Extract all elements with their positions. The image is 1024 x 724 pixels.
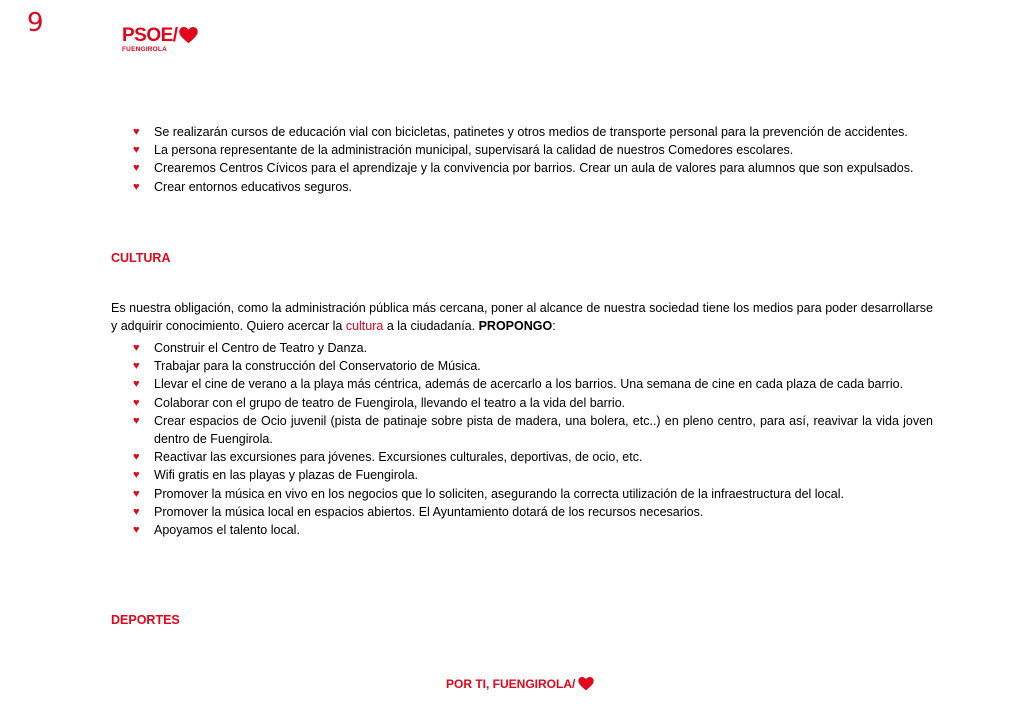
logo-subtitle: FUENGIROLA (122, 46, 167, 53)
list-item: ♥ Crear entornos educativos seguros. (133, 178, 933, 196)
list-item: ♥ Llevar el cine de verano a la playa más céntrica, además de acercarlo a los barrios. Una semana de cine en cada plaza de cada barrio. (133, 375, 933, 393)
heart-bullet-icon: ♥ (133, 360, 140, 373)
list-item: ♥ Apoyamos el talento local. (133, 521, 933, 539)
heart-icon (578, 677, 594, 691)
heart-bullet-icon: ♥ (133, 469, 140, 482)
heart-bullet-icon: ♥ (133, 505, 140, 518)
heart-bullet-icon: ♥ (133, 162, 140, 175)
logo-text: PSOE/ (122, 25, 178, 46)
heart-bullet-icon: ♥ (133, 126, 140, 138)
list-item: ♥ Promover la música en vivo en los negocios que lo soliciten, asegurando la correcta utilización de la infraestructura del local. (133, 485, 933, 503)
cultura-highlight: cultura (345, 318, 384, 333)
footer-slogan (446, 677, 594, 691)
list-item: ♥ Colaborar con el grupo de teatro de Fuengirola, llevando el teatro a la vida del barrio. (133, 394, 933, 412)
list-item: ♥ Se realizarán cursos de educación vial con bicicletas, patinetes y otros medios de transporte personal para la prevención de accidentes. (133, 123, 933, 141)
page-number: 9 (27, 8, 44, 38)
heart-bullet-icon: ♥ (133, 451, 140, 464)
heart-bullet-icon: ♥ (133, 180, 140, 193)
section-heading-cultura: CULTURA (111, 251, 171, 265)
cultura-intro: Es nuestra obligación, como la administración pública más cercana, poner al alcance de nuestra sociedad tiene los medios para poder desarrollarse y adquirir conocimiento. Quiero acercar la cultura a la ciudadanía. PROPONGO: (111, 300, 933, 333)
list-item: ♥ Trabajar para la construcción del Conservatorio de Música. (133, 357, 933, 375)
heart-bullet-icon: ♥ (133, 524, 140, 537)
education-list (133, 123, 933, 196)
heart-bullet-icon: ♥ (133, 144, 140, 157)
list-item: ♥ La persona representante de la administración municipal, supervisará la calidad de nuestros Comedores escolares. (133, 141, 933, 159)
list-item: ♥ Crearemos Centros Cívicos para el aprendizaje y la convivencia por barrios. Crear un aula de valores para alumnos que son expulsados. (133, 159, 933, 177)
list-item: ♥ Wifi gratis en las playas y plazas de Fuengirola. (133, 466, 933, 484)
heart-bullet-icon: ♥ (133, 342, 140, 354)
heart-icon (179, 27, 198, 44)
list-item: ♥ Construir el Centro de Teatro y Danza. (133, 339, 933, 357)
footer-text: POR TI, FUENGIROLA/ (446, 677, 576, 691)
heart-bullet-icon: ♥ (133, 487, 140, 500)
list-item: ♥ Promover la música local en espacios abiertos. El Ayuntamiento dotará de los recursos necesarios. (133, 503, 933, 521)
section-heading-deportes: DEPORTES (111, 613, 180, 627)
heart-bullet-icon: ♥ (133, 414, 140, 427)
list-item: ♥ Reactivar las excursiones para jóvenes. Excursiones culturales, deportivas, de ocio, etc. (133, 448, 933, 466)
heart-bullet-icon: ♥ (133, 396, 140, 409)
heart-bullet-icon: ♥ (133, 378, 140, 391)
propongo-label: PROPONGO (478, 318, 553, 333)
list-item: ♥ Crear espacios de Ocio juvenil (pista de patinaje sobre pista de madera, una bolera, etc..) en pleno centro, para así, reavivar la vida joven dentro de Fuengirola. (133, 413, 933, 447)
cultura-list (133, 339, 933, 539)
psoe-logo (122, 26, 198, 53)
